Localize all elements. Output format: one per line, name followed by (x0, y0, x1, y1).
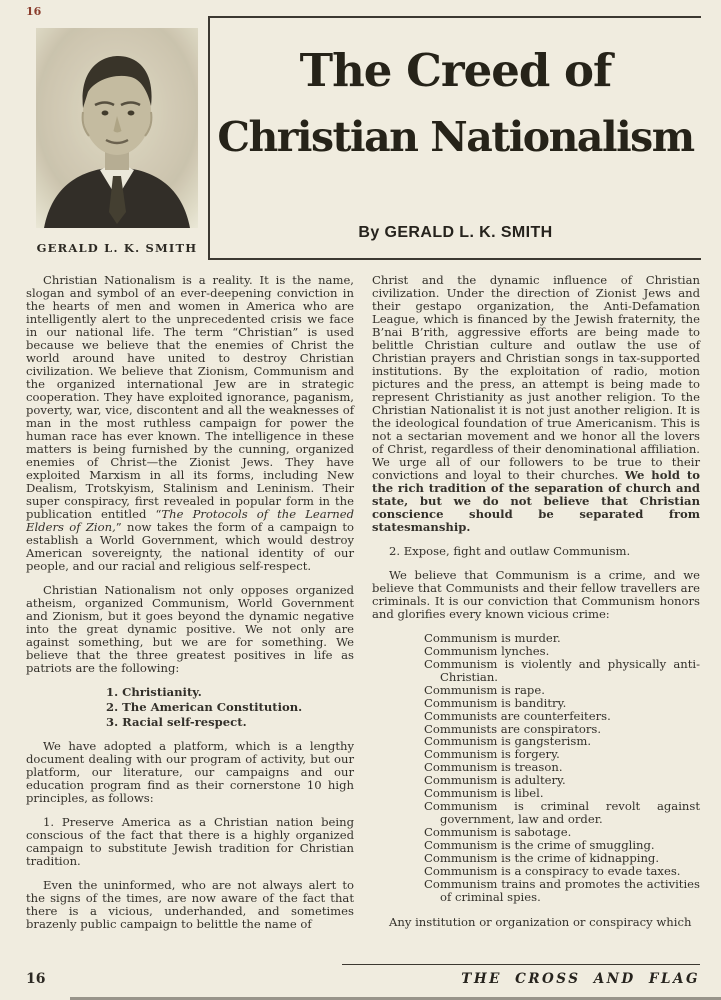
paragraph-3: We have adopted a platform, which is a lengthy document dealing with our program of activity, but our platform, our literature, our campaigns and our education program find as their cornerstone 10 high principles, as follows: (26, 739, 354, 806)
folio-bottom: 16 (26, 971, 46, 987)
right-column (372, 274, 700, 942)
paragraph-continued (372, 274, 700, 534)
article-title-line2: Christian Nationalism (217, 112, 694, 161)
article-title-line1: The Creed of (299, 44, 612, 97)
list-item: Communism is violently and physically anti-Christian. (424, 656, 700, 684)
list-item: Communism is adultery. (424, 773, 566, 788)
portrait-photo (36, 28, 198, 228)
list-item: Communism is criminal revolt against government, law and order. (424, 799, 700, 827)
communism-crimes-list (372, 632, 700, 905)
article-title (217, 36, 693, 169)
paragraph-2: Christian Nationalism not only opposes organized atheism, organized Communism, World Government and Zionism, but it goes beyond the dynamic negative into the great dynamic positive. We not only are against something, but we are for something. We believe that the three greatest positives in life as patriots are the following: (26, 582, 354, 675)
list-item: Communism is the crime of smuggling. (424, 838, 655, 853)
folio-top: 16 (26, 5, 42, 18)
eye-left (102, 111, 109, 116)
list-item: 3. Racial self-respect. (106, 714, 247, 729)
eye-right (128, 111, 135, 116)
list-item: 1. Christianity. (106, 684, 202, 699)
list-item: Communism is libel. (424, 786, 544, 801)
list-item: Communism is banditry. (424, 695, 567, 710)
list-item: Communism is forgery. (424, 747, 560, 762)
list-item: Communism is gangsterism. (424, 734, 592, 749)
portrait-caption: GERALD L. K. SMITH (36, 241, 198, 255)
byline: By GERALD L. K. SMITH (358, 224, 553, 241)
paragraph-1 (26, 274, 354, 573)
page-footer (26, 964, 700, 987)
journal-title: THE CROSS AND FLAG (342, 964, 700, 987)
list-item: Communism is treason. (424, 760, 563, 775)
list-item: Communists are conspirators. (424, 721, 602, 736)
portrait-block (26, 16, 208, 260)
list-item: Communism trains and promotes the activities of criminal spies. (424, 877, 700, 905)
emphasized-statement: We hold to the rich tradition of the separation of church and state, but we do not believe that Christian conscience should be separated from statesmanship. (372, 467, 700, 534)
paragraph-8: Any institution or organization or conspiracy which (389, 915, 692, 930)
list-item: Communism lynches. (424, 643, 550, 658)
paragraph-5: Even the uninformed, who are not always alert to the signs of the times, are now aware of the fact that there is a vicious, underhanded, and sometimes brazenly public campaign to belittle the name of (26, 878, 354, 932)
page-header (0, 0, 721, 260)
list-item: Communism is a conspiracy to evade taxes. (424, 864, 681, 879)
text-run: Christ and the dynamic influence of Christian civilization. Under the direction of Zionist Jews and their gestapo organization, the Anti-Defamation League, which is financed by the Jewish fraternity, the B’nai B’rith, aggressive efforts are being made to belittle Christian culture and outlaw the use of Christian prayers and Christian songs in tax-supported institutions. By the exploitation of radio, motion pictures and the press, an attempt is being made to represent Christianity as just another religion. To the Christian Nationalist it is not just another religion. It is the ideological foundation of true Americanism. This is not a sectarian movement and we honor all the lovers of Christ, regardless of their denominational affiliation. We urge all of our followers to be true to their convictions and loyal to their churches. (372, 273, 700, 482)
list-item: Communism is the crime of kidnapping. (424, 851, 660, 866)
text-run: ” now takes the form of a campaign to establish a World Government, which would destroy American sovereignty, the national identity of our people, and our racial and religious self-respect. (26, 519, 354, 573)
text-run: Christian Nationalism is a reality. It is the name, slogan and symbol of an ever-deepening conviction in the hearts of men and women in America who are intelligently alert to the unprecedented crisis we face in our national life. The term “Christian” is used because we believe that the enemies of Christ the world around have united to destroy Christian civilization. We believe that Zionism, Communism and the organized international Jew are in strategic cooperation. They have exploited ignorance, paganism, poverty, war, vice, discontent and all the weaknesses of man in the most ruthless campaign for power the human race has ever known. The intelligence in these matters is being furnished by the cunning, organized enemies of Christ—the Zionist Jews. They have exploited Marxism in all its forms, including New Dealism, Trotskyism, Stalinism and Leninism. Their super conspiracy, first revealed in popular form in the publication entitled “ (26, 273, 354, 521)
paragraph-principle-2: 2. Expose, fight and outlaw Communism. (389, 543, 631, 558)
list-item: Communism is rape. (424, 682, 545, 697)
paragraph-principle-1: 1. Preserve America as a Christian nation being conscious of the fact that there is a highly organized campaign to substitute Jewish tradition for Christian tradition. (26, 815, 354, 869)
list-item: Communism is sabotage. (424, 825, 572, 840)
list-item: 2. The American Constitution. (106, 699, 303, 714)
positives-list (26, 686, 354, 729)
list-item: Communism is murder. (424, 630, 561, 645)
paragraph-7: We believe that Communism is a crime, and we believe that Communists and their fellow travellers are criminals. It is our conviction that Communism honors and glorifies every known vicious crime: (372, 567, 700, 621)
title-block (208, 16, 701, 260)
book-title-italic: The Protocols of the Learned Elders of Zion, (26, 506, 354, 534)
article-body (0, 260, 721, 942)
left-column (26, 274, 354, 942)
list-item: Communists are counterfeiters. (424, 708, 611, 723)
